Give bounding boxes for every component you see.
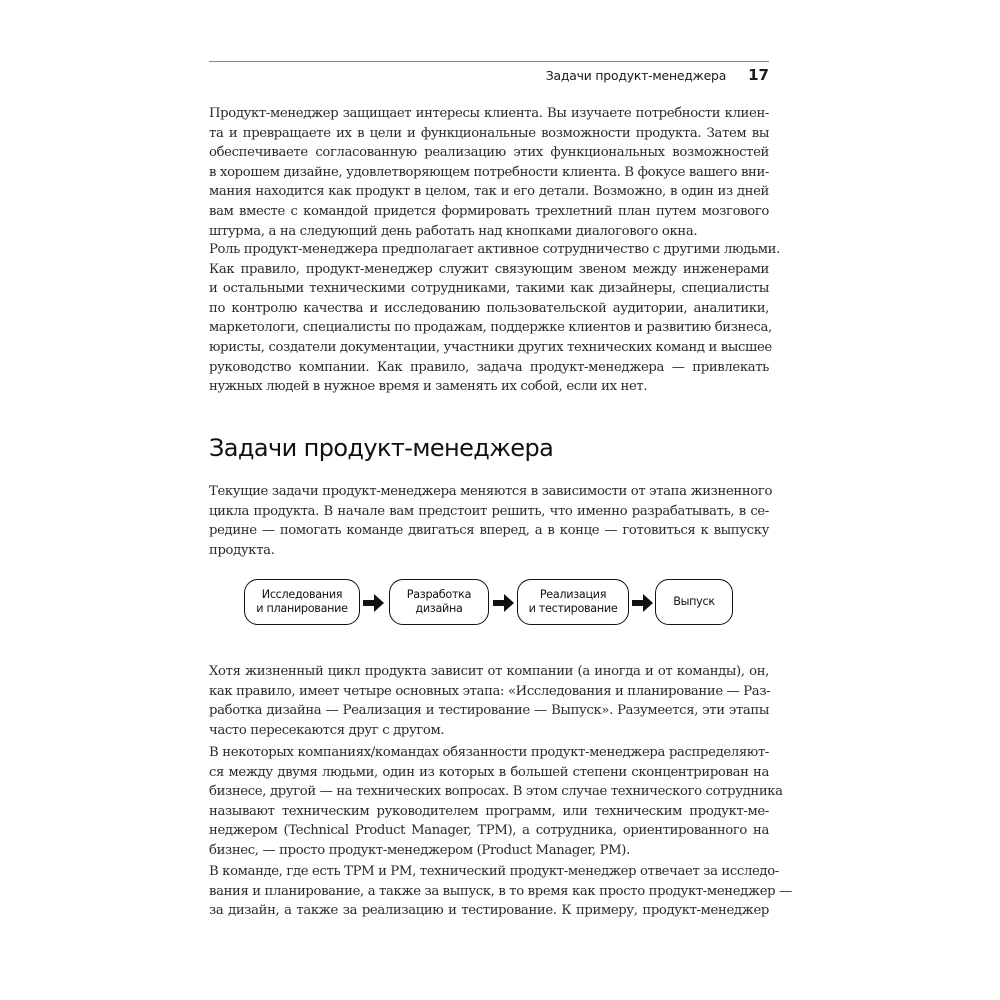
text-line: В некоторых компаниях/командах обязанности продукт-менеджера распределяют- <box>209 745 769 760</box>
text-line: по контролю качества и исследованию пользовательской аудитории, аналитики, <box>209 300 769 316</box>
text-line: Как правило, продукт-менеджер служит связующим звеном между инженерами <box>209 261 769 277</box>
text-line: редине — помогать команде двигаться вперед, а в конце — готовиться к выпуску <box>209 523 769 539</box>
stage-label-line: и планирование <box>256 602 348 615</box>
text-line: Текущие задачи продукт-менеджера меняются в зависимости от этапа жизненного <box>209 484 773 499</box>
stage-label-line: Выпуск <box>673 595 715 608</box>
text-line: цикла продукта. В начале вам предстоит решить, что именно разрабатывать, в се- <box>209 503 769 519</box>
text-line: бизнесе, другой — на технических вопросах. В этом случае технического сотрудника <box>209 784 783 800</box>
running-header-title: Задачи продукт-менеджера <box>545 68 727 83</box>
right-arrow-icon <box>363 593 385 613</box>
text-line: часто пересекаются друг с другом. <box>209 722 445 738</box>
product-lifecycle-diagram <box>244 579 734 627</box>
stage-label-line: Разработка <box>406 588 472 601</box>
running-header <box>546 66 769 84</box>
text-line: штурма, а на следующий день работать над кнопками диалогового окна. <box>209 223 698 239</box>
paragraph-pm-protects-client <box>209 104 769 241</box>
stage-design <box>389 579 489 625</box>
text-line: как правило, имеет четыре основных этапа: «Исследования и планирование — Раз- <box>209 683 771 699</box>
right-arrow-icon <box>632 593 654 613</box>
stage-label-line: Исследования <box>261 588 343 601</box>
stage-label-line: дизайна <box>415 602 463 615</box>
text-line: Роль продукт-менеджера предполагает активное сотрудничество с другими людьми. <box>209 242 780 257</box>
section-heading: Задачи продукт-менеджера <box>209 434 554 462</box>
header-rule <box>209 61 769 62</box>
text-line: за дизайн, а также за реализацию и тестирование. К примеру, продукт-менеджер <box>209 903 769 919</box>
text-line: неджером (Technical Product Manager, TPM), а сотрудника, ориентированного на <box>209 823 769 839</box>
text-line: маркетологи, специалисты по продажам, поддержке клиентов и развитию бизнеса, <box>209 320 772 336</box>
text-line: мания находится как продукт в целом, так и его детали. Возможно, в один из дней <box>209 184 769 200</box>
stage-research-planning <box>244 579 360 625</box>
paragraph-tpm-pm-responsibilities <box>209 862 792 921</box>
text-line: В команде, где есть TPM и PM, технический продукт-менеджер отвечает за исследо- <box>209 864 779 879</box>
text-line: нужных людей в нужное время и заменять их собой, если их нет. <box>209 379 648 395</box>
text-line: называют техническим руководителем программ, или техническим продукт-ме- <box>209 803 769 819</box>
text-line: Продукт-менеджер защищает интересы клиента. Вы изучаете потребности клиен- <box>209 106 769 121</box>
text-line: продукта. <box>209 542 275 558</box>
stage-release <box>655 579 733 625</box>
text-line: юристы, создатели документации, участники других технических команд и высшее <box>209 339 772 355</box>
stage-label-line: Реализация <box>539 588 607 601</box>
text-line: Хотя жизненный цикл продукта зависит от компании (а иногда и от команды), он, <box>209 664 769 679</box>
paragraph-tpm-pm-split <box>209 743 783 861</box>
text-line: ся между двумя людьми, один из которых в большей степени сконцентрирован на <box>209 764 769 780</box>
paragraph-current-tasks <box>209 482 773 560</box>
text-line: вам вместе с командой придется формировать трехлетний план путем мозгового <box>209 203 769 219</box>
right-arrow-icon <box>493 593 515 613</box>
paragraph-pm-role <box>209 240 780 397</box>
paragraph-lifecycle-stages <box>209 662 769 740</box>
text-line: вания и планирование, а также за выпуск, в то время как просто продукт-менеджер — <box>209 883 792 899</box>
text-line: та и превращаете их в цели и функциональные возможности продукта. Затем вы <box>209 125 769 141</box>
text-line: бизнес, — просто продукт-менеджером (Product Manager, PM). <box>209 842 630 858</box>
text-line: в хорошем дизайне, удовлетворяющем потребности клиента. В фокусе вашего вни- <box>209 164 769 180</box>
text-line: руководство компании. Как правило, задача продукт-менеджера — привлекать <box>209 359 769 375</box>
page-number: 17 <box>748 66 769 84</box>
text-line: обеспечиваете согласованную реализацию этих функциональных возможностей <box>209 145 769 161</box>
text-line: и остальными техническими сотрудниками, такими как дизайнеры, специалисты <box>209 281 769 297</box>
stage-implementation-testing <box>517 579 629 625</box>
text-line: работка дизайна — Реализация и тестирование — Выпуск». Разумеется, эти этапы <box>209 703 769 719</box>
stage-label-line: и тестирование <box>528 602 618 615</box>
